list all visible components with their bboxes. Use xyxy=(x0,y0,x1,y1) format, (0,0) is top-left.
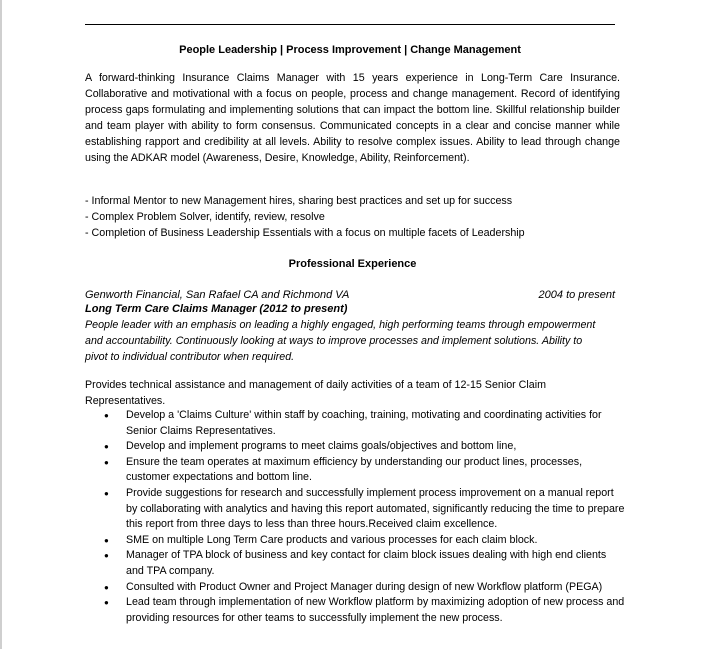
employment-dates: 2004 to present xyxy=(538,289,615,301)
professional-summary: A forward-thinking Insurance Claims Manager with 15 years experience in Long-Term Care Insurance. Collaborative and motivational with a focus on people, process and change management. Record of identifying process gaps formulating and implementing solutions that can impact the bottom line. Skillful relationship builder and team player with ability to form consensus. Communicated concepts in a clear and concise manner while establishing rapport and credibility at all levels. Ability to resolve complex issues. Ability to lead through change using the ADKAR model (Awareness, Desire, Knowledge, Ability, Reinforcement). xyxy=(85,72,620,164)
duties-list xyxy=(85,408,625,626)
section-title-experience: Professional Experience xyxy=(288,258,417,270)
horizontal-rule xyxy=(85,24,615,25)
duty-item: ● SME on multiple Long Term Care products and various processes for each claim block. xyxy=(85,533,625,549)
resume-headline: People Leadership | Process Improvement | Change Management xyxy=(179,44,521,56)
company-name: Genworth Financial, San Rafael CA and Richmond VA xyxy=(85,289,350,301)
duty-item: ● Provide suggestions for research and successfully implement process improvement on a manual report by collaborating with analytics and having this report automated, significantly reducing the time to prepare this report from three days to less than three hours.Received claim excellence. xyxy=(85,486,625,533)
role-description: People leader with an emphasis on leading a highly engaged, high performing teams through empowerment and accountability. Continuously looking at ways to improve processes and implement solutions. Ability to pivot to individual contributor when required. xyxy=(85,319,596,363)
duty-item: ● Ensure the team operates at maximum efficiency by understanding our product lines, processes, customer expectations and bottom line. xyxy=(85,455,625,486)
highlight-item: - Informal Mentor to new Management hires, sharing best practices and set up for success xyxy=(85,195,513,207)
responsibilities-intro: Provides technical assistance and management of daily activities of a team of 12-15 Senior Claim Representatives. xyxy=(85,379,546,407)
duty-item: ● Consulted with Product Owner and Project Manager during design of new Workflow platform (PEGA) xyxy=(85,580,625,596)
duty-item: ● Lead team through implementation of new Workflow platform by maximizing adoption of new process and providing resources for other teams to successfully implement the new process. xyxy=(85,595,625,626)
duty-item: ● Develop and implement programs to meet claims goals/objectives and bottom line, xyxy=(85,439,625,455)
duty-item: ● Develop a 'Claims Culture' within staff by coaching, training, motivating and coordinating activities for Senior Claims Representatives. xyxy=(85,408,625,439)
highlights-list xyxy=(85,193,625,241)
job-role: Long Term Care Claims Manager (2012 to present) xyxy=(85,303,348,315)
job-header xyxy=(85,287,615,303)
highlight-item: - Completion of Business Leadership Essentials with a focus on multiple facets of Leadership xyxy=(85,227,525,239)
page-left-edge xyxy=(0,0,2,649)
highlight-item: - Complex Problem Solver, identify, review, resolve xyxy=(85,211,325,223)
duty-item: ● Manager of TPA block of business and key contact for claim block issues dealing with high end clients and TPA company. xyxy=(85,548,625,579)
